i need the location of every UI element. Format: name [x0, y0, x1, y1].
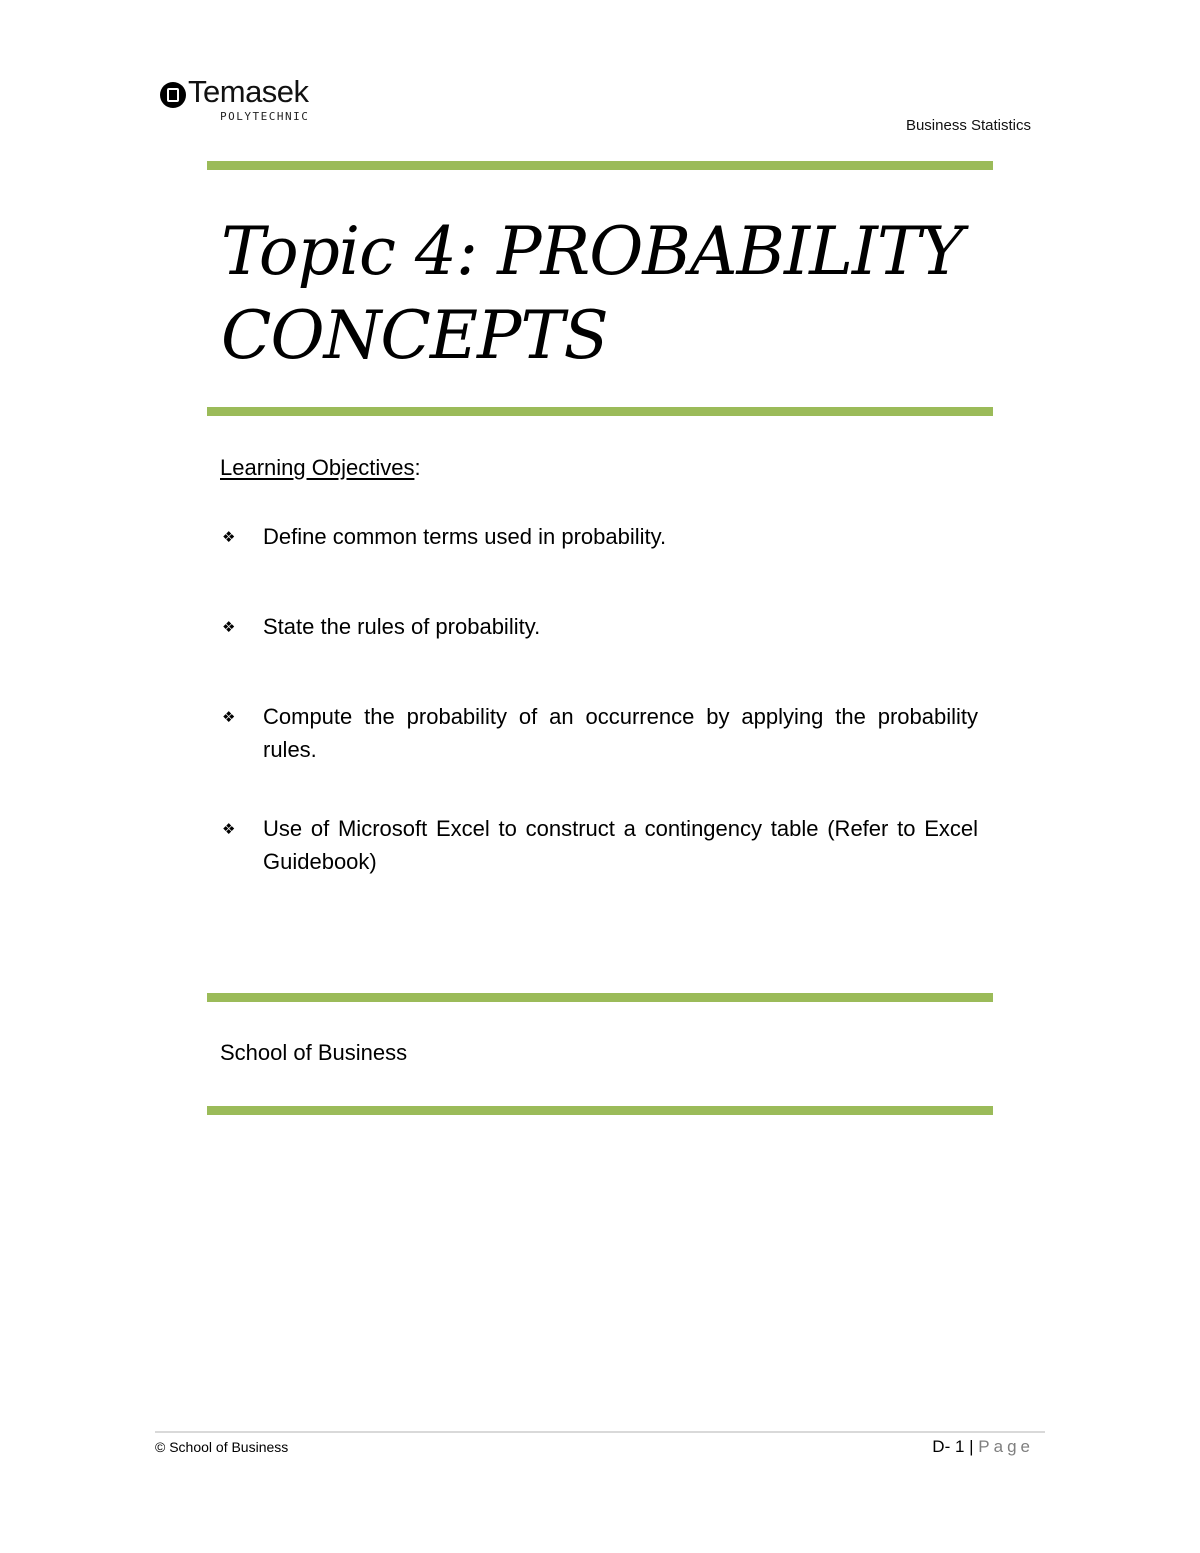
objectives-heading — [220, 455, 421, 481]
school-name: School of Business — [220, 1040, 408, 1065]
objectives-heading-colon: : — [414, 455, 421, 480]
list-item — [220, 610, 978, 643]
footer-copyright: © School of Business — [155, 1439, 289, 1455]
title-line-2: CONCEPTS — [221, 297, 608, 374]
page-number-prefix: D- 1 | — [932, 1437, 974, 1456]
temasek-logo — [160, 74, 320, 130]
divider-above-school — [207, 993, 993, 1002]
footer-divider — [155, 1431, 1045, 1433]
divider-top — [207, 161, 993, 170]
diamond-bullet-icon: ❖ — [222, 821, 236, 838]
diamond-bullet-icon: ❖ — [222, 709, 236, 726]
page-title — [221, 210, 981, 378]
objectives-list — [220, 520, 978, 878]
objective-text: Compute the probability of an occurrence by applying the probability rules. — [263, 704, 978, 762]
diamond-bullet-icon: ❖ — [222, 529, 236, 546]
list-item — [220, 700, 978, 766]
logo-subtitle: POLYTECHNIC — [220, 110, 310, 123]
objective-text: Define common terms used in probability. — [263, 524, 667, 549]
page-word: Page — [978, 1437, 1034, 1456]
diamond-bullet-icon: ❖ — [222, 619, 236, 636]
course-name: Business Statistics — [905, 117, 1031, 134]
objective-text: Use of Microsoft Excel to construct a contingency table (Refer to Excel Guidebook) — [263, 816, 978, 874]
title-line-1: Topic 4: PROBABILITY — [221, 213, 963, 290]
objectives-heading-text: Learning Objectives — [220, 455, 415, 480]
temasek-emblem-icon — [160, 82, 186, 108]
list-item — [220, 520, 978, 553]
logo-name: Temasek — [188, 74, 309, 109]
divider-below-title — [207, 407, 993, 416]
list-item — [220, 812, 978, 878]
objective-text: State the rules of probability. — [263, 614, 541, 639]
divider-below-school — [207, 1106, 993, 1115]
page-number — [932, 1437, 1034, 1457]
